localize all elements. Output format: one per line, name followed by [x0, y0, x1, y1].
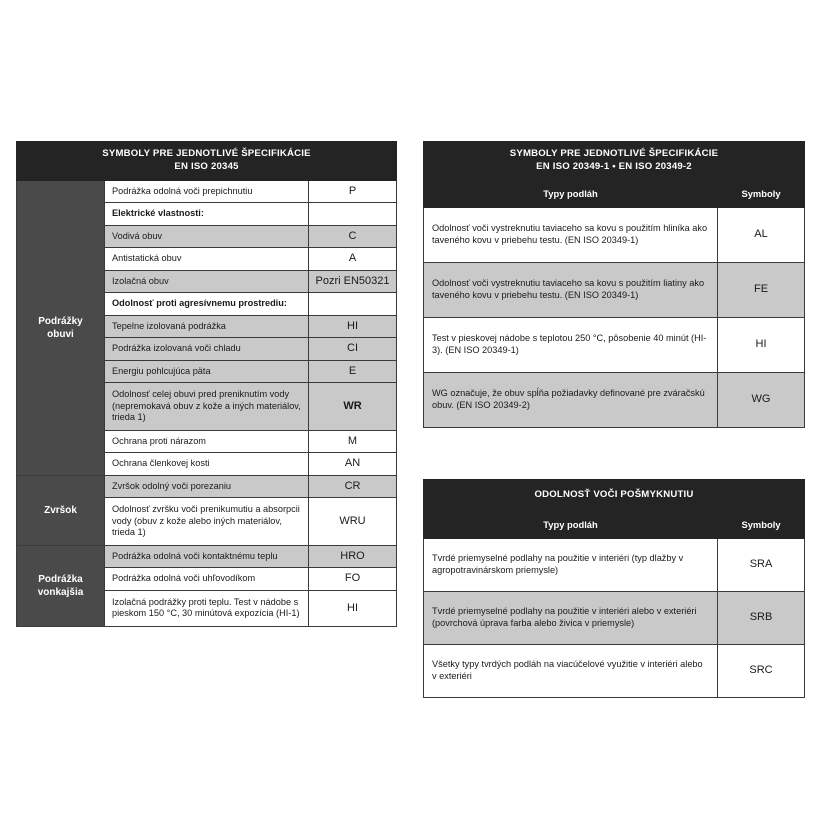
row-description: Tepelne izolovaná podrážka: [105, 315, 309, 338]
category-label-outsole: Podrážka vonkajšia: [17, 545, 105, 626]
row-description: Vodivá obuv: [105, 225, 309, 248]
row-description: Izolačná podrážky proti teplu. Test v nádobe s pieskom 150 °C, 30 minútová expozícia (HI-1): [105, 590, 309, 626]
row-symbol: HRO: [309, 545, 397, 568]
row-symbol: HI: [309, 590, 397, 626]
row-symbol: [309, 203, 397, 226]
row-description: Odolnosť celej obuvi pred preniknutím vody (nepremokavá obuv z kože a iných materiálov, trieda 1): [105, 383, 309, 431]
row-description: Podrážka izolovaná voči chladu: [105, 338, 309, 361]
column-header-floor-types: Typy podláh: [424, 511, 718, 538]
row-symbol: CR: [309, 475, 397, 498]
header-title-line2: EN ISO 20349-1 • EN ISO 20349-2: [536, 160, 692, 172]
row-description: Tvrdé priemyselné podlahy na použitie v interiéri (typ dlažby v agropotravinárskom priemysle): [424, 538, 718, 591]
row-description: Podrážka odolná voči kontaktnému teplu: [105, 545, 309, 568]
table-iso-20349: [423, 141, 805, 428]
table-header-cell: ODOLNOSŤ VOČI POŠMYKNUTIU: [424, 480, 805, 512]
row-description: Odolnosť zvršku voči prenikumutiu a absorpcii vody (obuv z kože alebo iných materiálov, trieda 1): [105, 498, 309, 546]
row-symbol: E: [309, 360, 397, 383]
table-header-cell: [424, 142, 805, 181]
table-column-header-row: [424, 511, 805, 538]
table-column-header-row: [424, 180, 805, 207]
row-description: Izolačná obuv: [105, 270, 309, 293]
row-description: Elektrické vlastnosti:: [105, 203, 309, 226]
table-iso-20345: [16, 141, 397, 627]
row-symbol: WRU: [309, 498, 397, 546]
row-symbol: FO: [309, 568, 397, 591]
table-row: [17, 545, 397, 568]
row-description: Podrážka odolná voči uhľovodíkom: [105, 568, 309, 591]
row-description: Všetky typy tvrdých podláh na viacúčelové využitie v interiéri alebo v exteriéri: [424, 644, 718, 697]
row-description: Antistatická obuv: [105, 248, 309, 271]
row-symbol: AN: [309, 453, 397, 476]
row-symbol: SRB: [718, 591, 805, 644]
table-header-row: [424, 142, 805, 181]
row-symbol: WG: [718, 372, 805, 427]
column-header-symbols: Symboly: [718, 180, 805, 207]
table-row: [424, 591, 805, 644]
table-header-row: [17, 142, 397, 181]
row-symbol: HI: [309, 315, 397, 338]
row-symbol: HI: [718, 317, 805, 372]
row-description: Podrážka odolná voči prepichnutiu: [105, 180, 309, 203]
category-label-soles: Podrážky obuvi: [17, 180, 105, 475]
table-header-cell: [17, 142, 397, 181]
table-row: [17, 475, 397, 498]
row-description: Test v pieskovej nádobe s teplotou 250 °C, pôsobenie 40 minút (HI-3). (EN ISO 20349-1): [424, 317, 718, 372]
row-description: Tvrdé priemyselné podlahy na použitie v interiéri alebo v exteriéri (povrchová úprava farba alebo živica v priemysle): [424, 591, 718, 644]
row-description: Ochrana proti nárazom: [105, 430, 309, 453]
row-description: Energiu pohlcujúca päta: [105, 360, 309, 383]
row-description: Odolnosť voči vystreknutiu taviaceho sa kovu s použitím liatiny ako taveného kovu v priebehu testu. (EN ISO 20349-1): [424, 262, 718, 317]
table-row: [17, 180, 397, 203]
row-description: Zvršok odolný voči porezaniu: [105, 475, 309, 498]
table-row: [424, 538, 805, 591]
row-symbol: SRC: [718, 644, 805, 697]
row-symbol: AL: [718, 207, 805, 262]
row-symbol: A: [309, 248, 397, 271]
row-symbol: Pozri EN50321: [309, 270, 397, 293]
row-symbol: P: [309, 180, 397, 203]
category-label-upper: Zvršok: [17, 475, 105, 545]
table-row: [424, 644, 805, 697]
row-description: Odolnosť proti agresívnemu prostrediu:: [105, 293, 309, 316]
column-header-symbols: Symboly: [718, 511, 805, 538]
row-description: Odolnosť voči vystreknutiu taviaceho sa kovu s použitím hliníka ako taveného kovu v priebehu testu. (EN ISO 20349-1): [424, 207, 718, 262]
table-slip-resistance: [423, 479, 805, 698]
row-description: Ochrana členkovej kosti: [105, 453, 309, 476]
row-symbol: FE: [718, 262, 805, 317]
header-title-line1: SYMBOLY PRE JEDNOTLIVÉ ŠPECIFIKÁCIE: [102, 148, 311, 159]
table-header-row: [424, 480, 805, 512]
table-row: [424, 317, 805, 372]
row-symbol: WR: [309, 383, 397, 431]
row-symbol: CI: [309, 338, 397, 361]
row-symbol: [309, 293, 397, 316]
header-title-line2: EN ISO 20345: [174, 160, 239, 172]
header-title-line1: SYMBOLY PRE JEDNOTLIVÉ ŠPECIFIKÁCIE: [509, 148, 719, 159]
column-header-floor-types: Typy podláh: [424, 180, 718, 207]
table-row: [424, 207, 805, 262]
row-description: WG označuje, že obuv spĺňa požiadavky definované pre zváračskú obuv. (EN ISO 20349-2): [424, 372, 718, 427]
row-symbol: C: [309, 225, 397, 248]
table-row: [424, 262, 805, 317]
row-symbol: M: [309, 430, 397, 453]
row-symbol: SRA: [718, 538, 805, 591]
table-row: [424, 372, 805, 427]
